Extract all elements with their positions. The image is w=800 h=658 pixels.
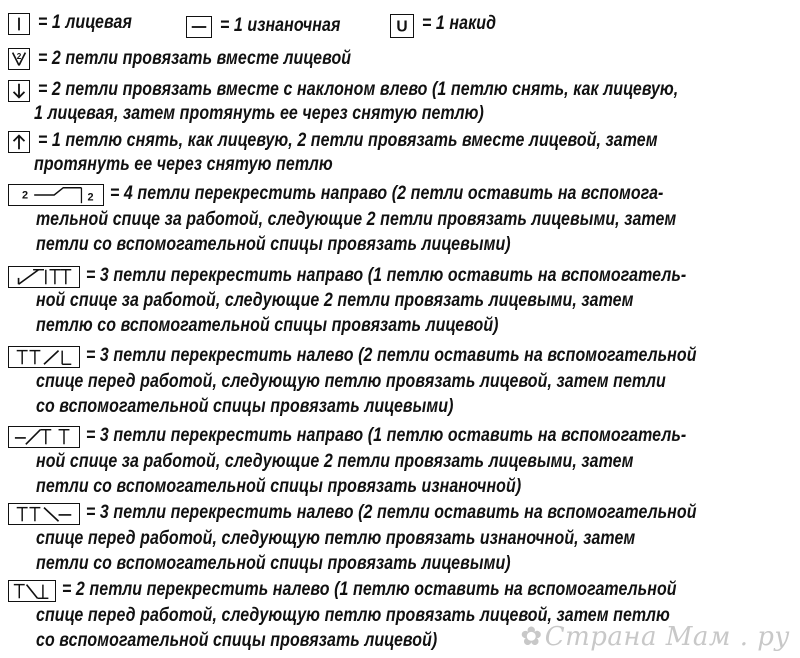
legend-sk2p-line2: протянуть ее через снятую петлю [34, 154, 333, 175]
sk2p-icon [8, 131, 30, 153]
legend-cable2-line1: = 2 петли перекрестить налево (1 петлю оставить на вспомогательной [62, 579, 677, 600]
legend-sk2p-line1: = 1 петлю снять, как лицевую, 2 петли провязать вместе лицевой, затем [38, 130, 658, 151]
legend-cable3rk-line2: ной спице за работой, следующие 2 петли провязать лицевыми, затем [36, 290, 634, 311]
legend-cable3lp-line1: = 3 петли перекрестить налево (2 петли оставить на вспомогательной [86, 502, 697, 523]
legend-cable4-line1: = 4 петли перекрестить направо (2 петли оставить на вспомога- [110, 183, 664, 204]
legend-cable2-line2: спице перед работой, следующую петлю провязать лицевой, затем петлю [36, 605, 670, 626]
legend-knit-text: = 1 лицевая [38, 12, 132, 33]
legend-k2tog-text: = 2 петли провязать вместе лицевой [38, 48, 352, 69]
legend-ssk-line2: 1 лицевая, затем протянуть ее через снятую петлю) [34, 103, 484, 124]
legend-cable3lk-line1: = 3 петли перекрестить налево (2 петли оставить на вспомогательной [86, 345, 697, 366]
watermark-text: Страна Мам . ру [544, 622, 790, 652]
legend-cable3rk-line1: = 3 петли перекрестить направо (1 петлю оставить на вспомогатель- [86, 265, 687, 286]
k2tog-number: 2 [16, 52, 22, 61]
k2tog-icon [8, 48, 30, 70]
cable-3-left-knit-icon [8, 346, 80, 368]
cable-4-right-icon [8, 184, 104, 206]
legend-yarn-over-text: = 1 накид [422, 13, 497, 34]
legend-purl-text: = 1 изнаночная [220, 15, 341, 36]
cable-3-right-purl-icon [8, 426, 80, 448]
yarn-over-letter: U [396, 18, 408, 36]
legend-cable3lp-line2: спице перед работой, следующую петлю провязать изнаночной, затем [36, 528, 636, 549]
yarn-over-icon [390, 14, 414, 38]
legend-cable3rp-line3: петли со вспомогательной спицы провязать изнаночной) [36, 476, 522, 497]
cable-2-left-icon [8, 580, 56, 602]
ssk-icon [8, 80, 30, 102]
cable-3-left-purl-icon [8, 503, 80, 525]
legend-cable3rp-line1: = 3 петли перекрестить направо (1 петлю оставить на вспомогатель- [86, 425, 687, 446]
legend-cable3rk-line3: петлю со вспомогательной спицы провязать лицевой) [36, 315, 499, 336]
legend-cable3lk-line3: со вспомогательной спицы провязать лицевыми) [36, 396, 454, 417]
cable4-left-number: 2 [22, 189, 29, 202]
cable4-right-number: 2 [87, 191, 94, 204]
legend-cable3rp-line2: ной спице за работой, следующие 2 петли провязать лицевыми, затем [36, 451, 634, 472]
knit-icon [8, 13, 30, 35]
cable-3-right-knit-icon [8, 266, 80, 288]
legend-ssk-line1: = 2 петли провязать вместе с наклоном влево (1 петлю снять, как лицевую, [38, 79, 679, 100]
legend-cable4-line3: петли со вспомогательной спицы провязать лицевыми) [36, 234, 511, 255]
flower-icon: ✿ [520, 622, 543, 652]
legend-cable3lk-line2: спице перед работой, следующую петлю провязать лицевой, затем петли [36, 371, 666, 392]
legend-cable3lp-line3: петли со вспомогательной спицы провязать лицевыми) [36, 553, 511, 574]
watermark [520, 622, 790, 652]
legend-cable4-line2: тельной спице за работой, следующие 2 петли провязать лицевыми, затем [36, 209, 677, 230]
legend-cable2-line3: со вспомогательной спицы провязать лицевой) [36, 630, 438, 651]
purl-icon [186, 16, 212, 38]
